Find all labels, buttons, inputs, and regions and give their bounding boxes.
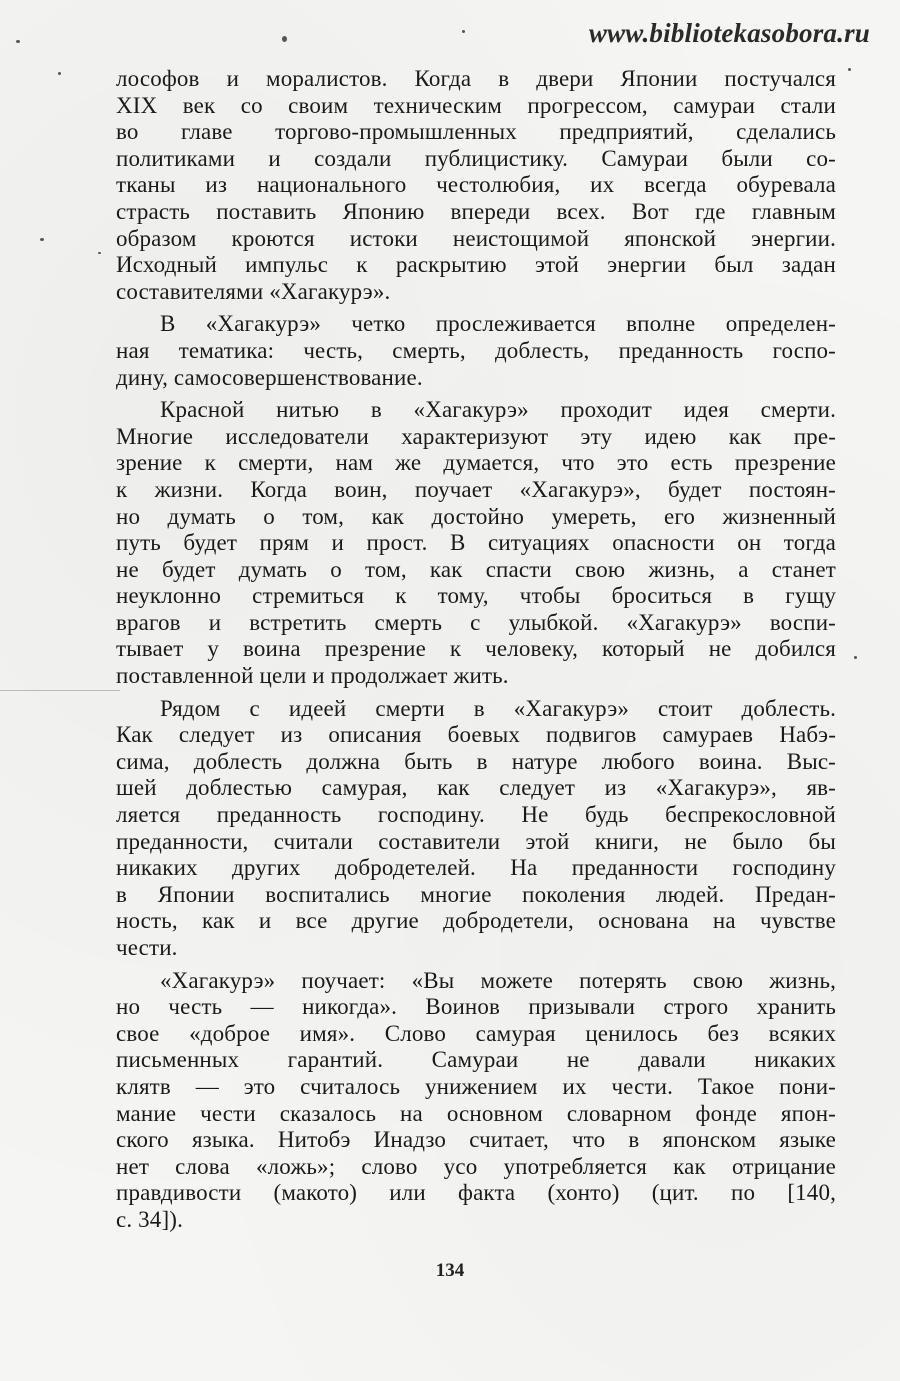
text-line: правдивости (макото) или факта (хонто) (цит. по [140, [116, 1180, 836, 1206]
text-line: шей доблестью самурая, как следует из «Хагакурэ», яв- [116, 775, 836, 801]
text-line: нет слова «ложь»; слово усо употребляется как отрицание [116, 1153, 836, 1179]
text-line: сима, доблесть должна быть в натуре любого воина. Выс- [116, 748, 836, 774]
text-line: тывает у воина презрение к человеку, который не добился [116, 636, 836, 662]
text-line: тканы из национального честолюбия, их всегда обуревала [116, 172, 836, 198]
text-line: клятв — это считалось унижением их чести. Такое пони- [116, 1073, 836, 1099]
text-line: в Японии воспитались многие поколения людей. Предан- [116, 881, 836, 907]
text-line: письменных гарантий. Самураи не давали никаких [116, 1047, 836, 1073]
text-line: Исходный импульс к раскрытию этой энергии был задан [116, 252, 836, 278]
text-line: мание чести сказалось на основном словарном фонде япон- [116, 1100, 836, 1126]
text-line: В «Хагакурэ» четко прослеживается вполне определен- [160, 311, 836, 337]
text-line: неуклонно стремиться к тому, чтобы броситься в гущу [116, 583, 836, 609]
text-line: ная тематика: честь, смерть, доблесть, преданность госпо- [116, 337, 836, 363]
text-line: поставленной цели и продолжает жить. [116, 663, 509, 689]
scan-artifact-line [0, 690, 120, 691]
scan-speck [98, 252, 101, 254]
text-line: Как следует из описания боевых подвигов самураев Набэ- [116, 722, 836, 748]
text-line: образом кроются истоки неистощимой японской энергии. [116, 225, 836, 251]
text-line: зрение к смерти, нам же думается, что это есть презрение [116, 450, 836, 476]
text-line: с. 34]). [116, 1206, 183, 1232]
text-line: преданности, считали составители этой книги, не было бы [116, 828, 836, 854]
text-line: свое «доброе имя». Слово самурая ценилось без всяких [116, 1020, 836, 1046]
text-line: чести. [116, 935, 178, 960]
text-line: врагов и встретить смерть с улыбкой. «Хагакурэ» воспи- [116, 609, 836, 635]
text-line: путь будет прям и прост. В ситуациях опасности он тогда [116, 530, 836, 556]
page-number: 134 [435, 1260, 465, 1281]
text-line: Многие исследователи характеризуют эту идею как пре- [116, 423, 836, 449]
text-line: к жизни. Когда воин, поучает «Хагакурэ», будет постоян- [116, 476, 836, 502]
scan-speck [462, 30, 465, 33]
scan-speck [58, 72, 61, 75]
scan-speck [854, 656, 857, 659]
scan-speck [40, 238, 44, 241]
scan-speck [16, 40, 20, 43]
text-line: политиками и создали публицистику. Самураи были со- [116, 145, 836, 171]
scan-speck [848, 68, 851, 71]
site-watermark: www.bibliotekasobora.ru [588, 18, 870, 48]
text-line: составителями «Хагакурэ». [116, 278, 391, 304]
text-line: не будет думать о том, как спасти свою жизнь, а станет [116, 556, 836, 582]
text-line: во главе торгово-промышленных предприятий, сделались [116, 119, 836, 145]
text-line: страсть поставить Японию впереди всех. Вот где главным [116, 198, 836, 224]
text-line: никаких других добродетелей. На преданности господину [116, 855, 836, 881]
text-line: но думать о том, как достойно умереть, его жизненный [116, 503, 836, 529]
text-line: Красной нитью в «Хагакурэ» проходит идея смерти. [160, 397, 836, 423]
text-line: но честь — никогда». Воинов призывали строго хранить [116, 994, 836, 1020]
text-line: «Хагакурэ» поучает: «Вы можете потерять свою жизнь, [160, 967, 836, 993]
text-line: дину, самосовершенствование. [116, 364, 423, 390]
text-line: XIX век со своим техническим прогрессом, самураи стали [116, 92, 836, 118]
text-line: Рядом с идеей смерти в «Хагакурэ» стоит доблесть. [160, 695, 836, 721]
scan-speck [282, 36, 287, 42]
body-text [116, 66, 836, 1234]
text-line: ляется преданность господину. Не будь беспрекословной [116, 802, 836, 828]
text-line: ского языка. Нитобэ Инадзо считает, что в японском языке [116, 1127, 836, 1153]
text-line: ность, как и все другие добродетели, основана на чувстве [116, 908, 836, 934]
text-line: лософов и моралистов. Когда в двери Японии постучался [116, 66, 836, 91]
